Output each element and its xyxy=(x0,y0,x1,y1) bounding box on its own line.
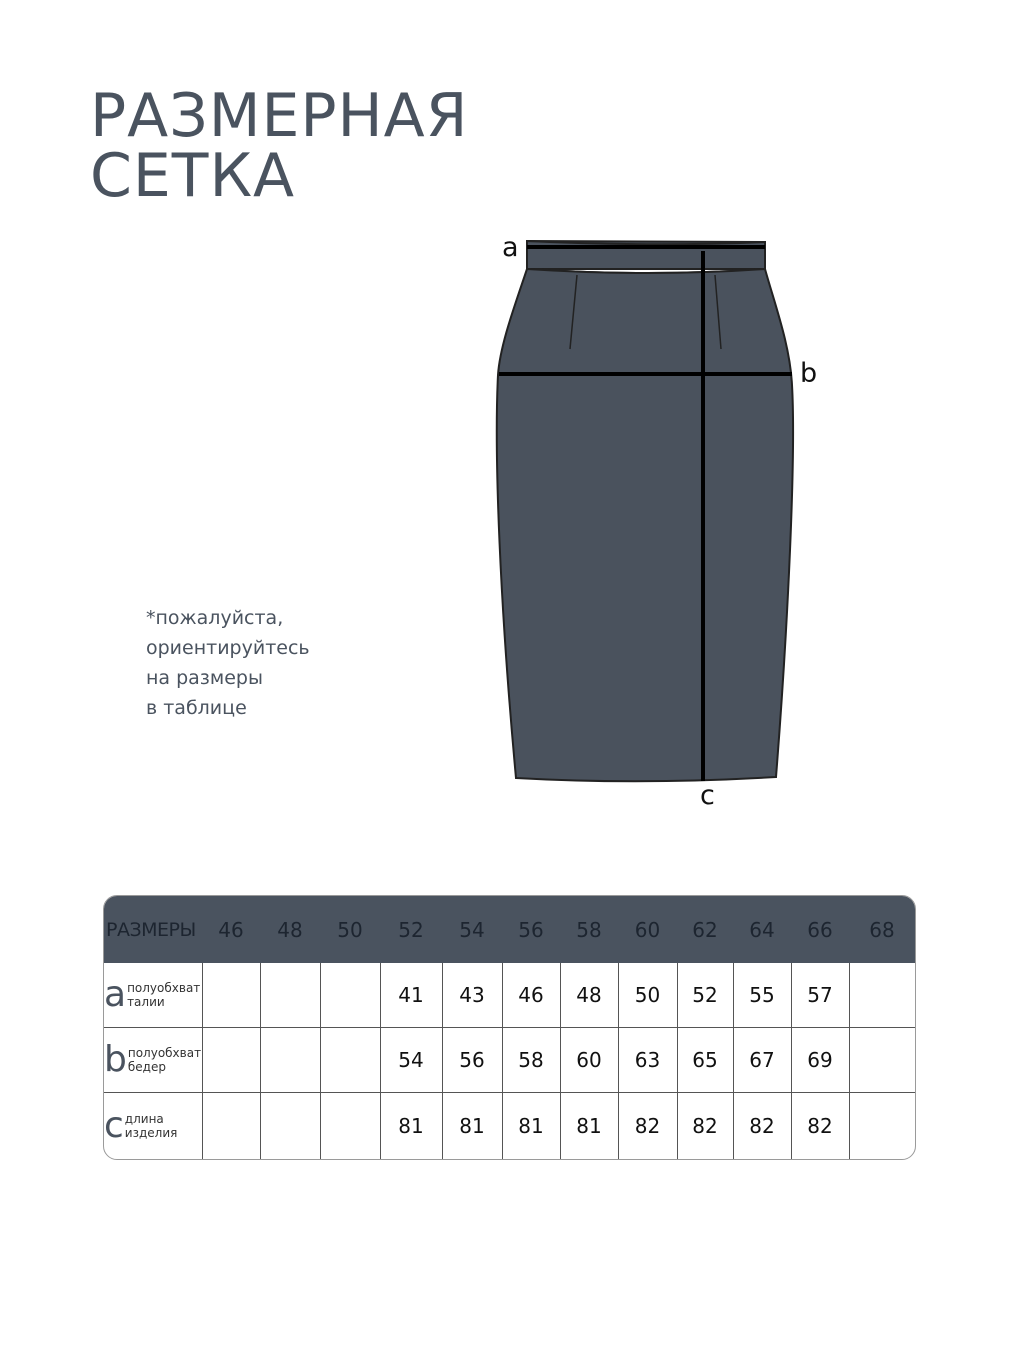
table-cell xyxy=(849,1092,915,1160)
row-header-b xyxy=(104,1027,202,1092)
table-cell: 48 xyxy=(560,963,618,1027)
row-desc-line-1: длина xyxy=(124,1112,164,1127)
table-row-hips xyxy=(104,1027,915,1092)
header-label: РАЗМЕРЫ xyxy=(106,918,196,941)
row-letter: b xyxy=(104,1038,127,1080)
size-60: 60 xyxy=(634,917,661,942)
table-cell: 82 xyxy=(618,1092,677,1160)
row-letter: c xyxy=(104,1105,124,1147)
table-cell xyxy=(320,1027,380,1092)
table-cell xyxy=(320,963,380,1027)
label-a: a xyxy=(502,232,519,263)
size-56: 56 xyxy=(518,917,544,942)
table-cell: 57 xyxy=(791,963,849,1027)
size-54: 54 xyxy=(459,917,485,942)
size-note xyxy=(146,603,310,723)
row-header-a xyxy=(104,963,202,1027)
table-cell xyxy=(260,1027,320,1092)
row-desc-line-1: полуобхват xyxy=(127,1045,202,1060)
title-line-1: РАЗМЕРНАЯ xyxy=(90,81,469,151)
row-desc-line-2: талии xyxy=(127,994,165,1009)
skirt-diagram xyxy=(490,225,830,815)
table-cell: 46 xyxy=(502,963,560,1027)
table-cell: 50 xyxy=(618,963,677,1027)
table-cell: 56 xyxy=(442,1027,502,1092)
table-row-waist xyxy=(104,963,915,1027)
row-desc-line-1: полуобхват xyxy=(127,980,201,995)
table-cell: 63 xyxy=(618,1027,677,1092)
table-cell xyxy=(202,1027,260,1092)
note-line-1: *пожалуйста, xyxy=(146,607,284,629)
table-cell xyxy=(849,963,915,1027)
note-line-4: в таблице xyxy=(146,697,247,719)
label-c: c xyxy=(700,780,715,811)
table-cell: 43 xyxy=(442,963,502,1027)
table-cell: 41 xyxy=(380,963,442,1027)
table-cell: 81 xyxy=(380,1092,442,1160)
size-50: 50 xyxy=(337,917,363,942)
row-description xyxy=(125,1112,178,1140)
table-cell: 55 xyxy=(733,963,791,1027)
skirt-body xyxy=(497,269,793,781)
table-cell: 81 xyxy=(502,1092,560,1160)
row-header-c xyxy=(104,1092,202,1160)
table-cell xyxy=(260,1092,320,1160)
table-row-length xyxy=(104,1092,915,1160)
table-cell xyxy=(849,1027,915,1092)
table-cell: 54 xyxy=(380,1027,442,1092)
table-cell: 81 xyxy=(442,1092,502,1160)
table-cell xyxy=(202,963,260,1027)
label-b: b xyxy=(800,358,818,389)
row-letter: a xyxy=(104,973,127,1015)
table-header-row xyxy=(104,896,915,963)
row-description xyxy=(128,1046,201,1074)
table-cell: 82 xyxy=(733,1092,791,1160)
page-title xyxy=(90,81,469,211)
table-cell: 82 xyxy=(677,1092,733,1160)
table-cell: 65 xyxy=(677,1027,733,1092)
size-62: 62 xyxy=(692,917,718,942)
table-cell: 67 xyxy=(733,1027,791,1092)
table-cell: 69 xyxy=(791,1027,849,1092)
size-64: 64 xyxy=(749,917,775,942)
row-desc-line-2: изделия xyxy=(124,1126,178,1141)
note-line-3: на размеры xyxy=(146,667,263,689)
size-table xyxy=(103,895,916,1160)
note-line-2: ориентируйтесь xyxy=(146,637,310,659)
table-cell: 82 xyxy=(791,1092,849,1160)
size-58: 58 xyxy=(576,917,602,942)
row-description xyxy=(127,981,200,1009)
size-48: 48 xyxy=(277,917,303,942)
title-line-2: СЕТКА xyxy=(90,141,296,211)
size-66: 66 xyxy=(807,917,833,942)
row-desc-line-2: бедер xyxy=(127,1059,166,1074)
table-cell: 58 xyxy=(502,1027,560,1092)
size-68: 68 xyxy=(869,917,895,942)
size-52: 52 xyxy=(398,917,424,942)
table-cell: 60 xyxy=(560,1027,618,1092)
size-46: 46 xyxy=(218,917,244,942)
table-cell: 52 xyxy=(677,963,733,1027)
table-cell xyxy=(320,1092,380,1160)
table-cell xyxy=(260,963,320,1027)
table-cell xyxy=(202,1092,260,1160)
table-cell: 81 xyxy=(560,1092,618,1160)
